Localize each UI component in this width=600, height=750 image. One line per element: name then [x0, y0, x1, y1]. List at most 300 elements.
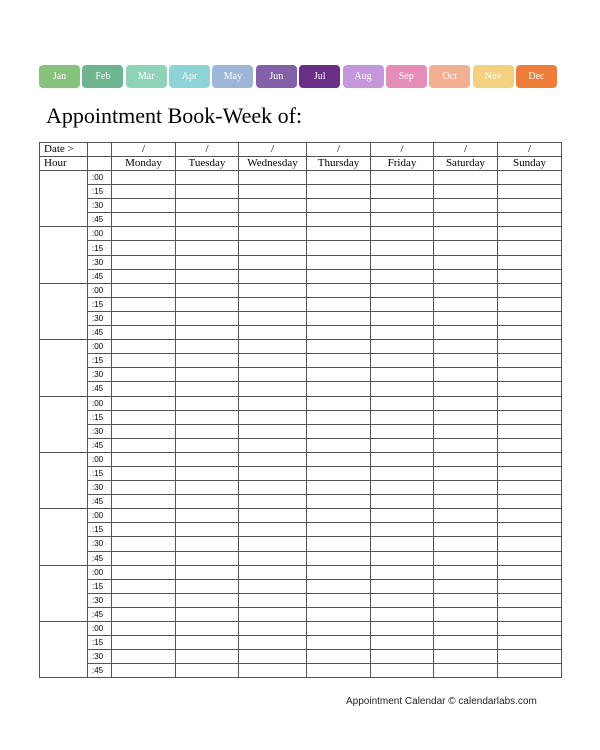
- slot-cell-monday[interactable]: [112, 495, 176, 509]
- time-slot-row: [40, 593, 562, 607]
- slot-cell-thursday[interactable]: [307, 326, 371, 340]
- minute-label: :30: [88, 650, 112, 664]
- slot-cell-friday[interactable]: [371, 579, 434, 593]
- slot-cell-sunday[interactable]: [498, 509, 562, 523]
- time-slot-row: [40, 382, 562, 396]
- slot-cell-thursday[interactable]: [307, 636, 371, 650]
- slot-cell-tuesday[interactable]: [176, 340, 239, 354]
- slot-cell-thursday[interactable]: [307, 523, 371, 537]
- slot-cell-saturday[interactable]: [434, 354, 498, 368]
- slot-cell-monday[interactable]: [112, 579, 176, 593]
- month-tab-apr[interactable]: Apr: [169, 65, 210, 88]
- slot-cell-saturday[interactable]: [434, 185, 498, 199]
- slot-cell-friday[interactable]: [371, 537, 434, 551]
- hour-cell[interactable]: [40, 509, 88, 565]
- slot-cell-monday[interactable]: [112, 326, 176, 340]
- slot-cell-tuesday[interactable]: [176, 311, 239, 325]
- slot-cell-tuesday[interactable]: [176, 297, 239, 311]
- slot-cell-thursday[interactable]: [307, 438, 371, 452]
- minute-label: :15: [88, 466, 112, 480]
- slot-cell-monday[interactable]: [112, 283, 176, 297]
- slot-cell-tuesday[interactable]: [176, 269, 239, 283]
- month-tab-may[interactable]: May: [212, 65, 253, 88]
- date-slash-wednesday[interactable]: /: [239, 143, 307, 157]
- slot-cell-thursday[interactable]: [307, 340, 371, 354]
- hour-cell[interactable]: [40, 565, 88, 621]
- slot-cell-saturday[interactable]: [434, 368, 498, 382]
- slot-cell-thursday[interactable]: [307, 466, 371, 480]
- slot-cell-monday[interactable]: [112, 213, 176, 227]
- slot-cell-friday[interactable]: [371, 185, 434, 199]
- slot-cell-wednesday[interactable]: [239, 255, 307, 269]
- minute-label: :30: [88, 368, 112, 382]
- slot-cell-saturday[interactable]: [434, 438, 498, 452]
- slot-cell-monday[interactable]: [112, 185, 176, 199]
- month-tab-jan[interactable]: Jan: [39, 65, 80, 88]
- date-slash-tuesday[interactable]: /: [176, 143, 239, 157]
- slot-cell-tuesday[interactable]: [176, 509, 239, 523]
- slot-cell-friday[interactable]: [371, 636, 434, 650]
- slot-cell-friday[interactable]: [371, 424, 434, 438]
- slot-cell-thursday[interactable]: [307, 664, 371, 678]
- slot-cell-tuesday[interactable]: [176, 227, 239, 241]
- slot-cell-friday[interactable]: [371, 452, 434, 466]
- time-slot-row: [40, 199, 562, 213]
- slot-cell-sunday[interactable]: [498, 551, 562, 565]
- slot-cell-monday[interactable]: [112, 424, 176, 438]
- slot-cell-tuesday[interactable]: [176, 424, 239, 438]
- slot-cell-sunday[interactable]: [498, 185, 562, 199]
- slot-cell-sunday[interactable]: [498, 368, 562, 382]
- slot-cell-thursday[interactable]: [307, 537, 371, 551]
- slot-cell-thursday[interactable]: [307, 593, 371, 607]
- slot-cell-sunday[interactable]: [498, 396, 562, 410]
- month-tab-jul[interactable]: Jul: [299, 65, 340, 88]
- slot-cell-wednesday[interactable]: [239, 523, 307, 537]
- slot-cell-wednesday[interactable]: [239, 551, 307, 565]
- slot-cell-thursday[interactable]: [307, 396, 371, 410]
- slot-cell-wednesday[interactable]: [239, 382, 307, 396]
- slot-cell-wednesday[interactable]: [239, 213, 307, 227]
- slot-cell-sunday[interactable]: [498, 537, 562, 551]
- slot-cell-tuesday[interactable]: [176, 650, 239, 664]
- slot-cell-thursday[interactable]: [307, 622, 371, 636]
- slot-cell-wednesday[interactable]: [239, 664, 307, 678]
- slot-cell-tuesday[interactable]: [176, 452, 239, 466]
- slot-cell-wednesday[interactable]: [239, 199, 307, 213]
- slot-cell-monday[interactable]: [112, 593, 176, 607]
- slot-cell-monday[interactable]: [112, 622, 176, 636]
- slot-cell-sunday[interactable]: [498, 297, 562, 311]
- slot-cell-friday[interactable]: [371, 509, 434, 523]
- slot-cell-saturday[interactable]: [434, 410, 498, 424]
- slot-cell-tuesday[interactable]: [176, 523, 239, 537]
- minute-label: :00: [88, 340, 112, 354]
- slot-cell-tuesday[interactable]: [176, 171, 239, 185]
- slot-cell-friday[interactable]: [371, 396, 434, 410]
- slot-cell-saturday[interactable]: [434, 650, 498, 664]
- slot-cell-thursday[interactable]: [307, 495, 371, 509]
- slot-cell-saturday[interactable]: [434, 340, 498, 354]
- slot-cell-wednesday[interactable]: [239, 297, 307, 311]
- month-tab-sep[interactable]: Sep: [386, 65, 427, 88]
- slot-cell-wednesday[interactable]: [239, 636, 307, 650]
- slot-cell-sunday[interactable]: [498, 269, 562, 283]
- slot-cell-tuesday[interactable]: [176, 636, 239, 650]
- time-slot-row: [40, 227, 562, 241]
- hour-cell[interactable]: [40, 227, 88, 283]
- slot-cell-thursday[interactable]: [307, 241, 371, 255]
- slot-cell-monday[interactable]: [112, 297, 176, 311]
- slot-cell-sunday[interactable]: [498, 354, 562, 368]
- slot-cell-thursday[interactable]: [307, 424, 371, 438]
- slot-cell-thursday[interactable]: [307, 481, 371, 495]
- month-tab-jun[interactable]: Jun: [256, 65, 297, 88]
- slot-cell-friday[interactable]: [371, 495, 434, 509]
- slot-cell-sunday[interactable]: [498, 565, 562, 579]
- slot-cell-tuesday[interactable]: [176, 283, 239, 297]
- slot-cell-monday[interactable]: [112, 382, 176, 396]
- slot-cell-friday[interactable]: [371, 354, 434, 368]
- slot-cell-thursday[interactable]: [307, 227, 371, 241]
- slot-cell-friday[interactable]: [371, 227, 434, 241]
- slot-cell-monday[interactable]: [112, 368, 176, 382]
- slot-cell-wednesday[interactable]: [239, 185, 307, 199]
- slot-cell-saturday[interactable]: [434, 311, 498, 325]
- slot-cell-tuesday[interactable]: [176, 368, 239, 382]
- minute-label: :15: [88, 636, 112, 650]
- slot-cell-thursday[interactable]: [307, 382, 371, 396]
- slot-cell-wednesday[interactable]: [239, 269, 307, 283]
- slot-cell-wednesday[interactable]: [239, 466, 307, 480]
- slot-cell-wednesday[interactable]: [239, 326, 307, 340]
- slot-cell-friday[interactable]: [371, 607, 434, 621]
- slot-cell-thursday[interactable]: [307, 213, 371, 227]
- slot-cell-saturday[interactable]: [434, 269, 498, 283]
- hour-cell[interactable]: [40, 396, 88, 452]
- slot-cell-monday[interactable]: [112, 537, 176, 551]
- slot-cell-monday[interactable]: [112, 481, 176, 495]
- slot-cell-wednesday[interactable]: [239, 438, 307, 452]
- slot-cell-saturday[interactable]: [434, 579, 498, 593]
- slot-cell-friday[interactable]: [371, 255, 434, 269]
- slot-cell-tuesday[interactable]: [176, 481, 239, 495]
- slot-cell-monday[interactable]: [112, 466, 176, 480]
- slot-cell-wednesday[interactable]: [239, 354, 307, 368]
- month-tab-dec[interactable]: Dec: [516, 65, 557, 88]
- slot-cell-thursday[interactable]: [307, 509, 371, 523]
- slot-cell-saturday[interactable]: [434, 171, 498, 185]
- slot-cell-saturday[interactable]: [434, 382, 498, 396]
- slot-cell-thursday[interactable]: [307, 565, 371, 579]
- slot-cell-tuesday[interactable]: [176, 664, 239, 678]
- slot-cell-thursday[interactable]: [307, 452, 371, 466]
- slot-cell-saturday[interactable]: [434, 199, 498, 213]
- slot-cell-sunday[interactable]: [498, 227, 562, 241]
- slot-cell-saturday[interactable]: [434, 523, 498, 537]
- appointment-table: [39, 142, 562, 678]
- slot-cell-wednesday[interactable]: [239, 424, 307, 438]
- slot-cell-wednesday[interactable]: [239, 340, 307, 354]
- slot-cell-wednesday[interactable]: [239, 396, 307, 410]
- slot-cell-thursday[interactable]: [307, 269, 371, 283]
- slot-cell-saturday[interactable]: [434, 607, 498, 621]
- slot-cell-thursday[interactable]: [307, 607, 371, 621]
- month-tab-mar[interactable]: Mar: [126, 65, 167, 88]
- slot-cell-tuesday[interactable]: [176, 410, 239, 424]
- slot-cell-saturday[interactable]: [434, 297, 498, 311]
- slot-cell-saturday[interactable]: [434, 424, 498, 438]
- slot-cell-wednesday[interactable]: [239, 283, 307, 297]
- hour-cell[interactable]: [40, 283, 88, 339]
- slot-cell-saturday[interactable]: [434, 481, 498, 495]
- slot-cell-wednesday[interactable]: [239, 565, 307, 579]
- slot-cell-thursday[interactable]: [307, 410, 371, 424]
- slot-cell-friday[interactable]: [371, 368, 434, 382]
- slot-cell-friday[interactable]: [371, 382, 434, 396]
- slot-cell-sunday[interactable]: [498, 481, 562, 495]
- date-slash-friday[interactable]: /: [371, 143, 434, 157]
- slot-cell-tuesday[interactable]: [176, 466, 239, 480]
- hour-cell[interactable]: [40, 622, 88, 678]
- slot-cell-thursday[interactable]: [307, 650, 371, 664]
- slot-cell-wednesday[interactable]: [239, 227, 307, 241]
- slot-cell-saturday[interactable]: [434, 551, 498, 565]
- slot-cell-monday[interactable]: [112, 565, 176, 579]
- slot-cell-monday[interactable]: [112, 438, 176, 452]
- slot-cell-friday[interactable]: [371, 551, 434, 565]
- slot-cell-wednesday[interactable]: [239, 509, 307, 523]
- slot-cell-saturday[interactable]: [434, 213, 498, 227]
- slot-cell-wednesday[interactable]: [239, 171, 307, 185]
- month-tab-aug[interactable]: Aug: [343, 65, 384, 88]
- slot-cell-monday[interactable]: [112, 607, 176, 621]
- slot-cell-thursday[interactable]: [307, 185, 371, 199]
- month-tab-nov[interactable]: Nov: [473, 65, 514, 88]
- slot-cell-sunday[interactable]: [498, 340, 562, 354]
- hour-cell[interactable]: [40, 340, 88, 396]
- slot-cell-sunday[interactable]: [498, 579, 562, 593]
- slot-cell-tuesday[interactable]: [176, 622, 239, 636]
- slot-cell-saturday[interactable]: [434, 466, 498, 480]
- slot-cell-monday[interactable]: [112, 340, 176, 354]
- slot-cell-wednesday[interactable]: [239, 495, 307, 509]
- slot-cell-sunday[interactable]: [498, 424, 562, 438]
- slot-cell-tuesday[interactable]: [176, 213, 239, 227]
- slot-cell-friday[interactable]: [371, 593, 434, 607]
- slot-cell-monday[interactable]: [112, 410, 176, 424]
- slot-cell-wednesday[interactable]: [239, 650, 307, 664]
- slot-cell-tuesday[interactable]: [176, 537, 239, 551]
- date-slash-saturday[interactable]: /: [434, 143, 498, 157]
- slot-cell-sunday[interactable]: [498, 382, 562, 396]
- slot-cell-friday[interactable]: [371, 438, 434, 452]
- slot-cell-tuesday[interactable]: [176, 382, 239, 396]
- slot-cell-thursday[interactable]: [307, 171, 371, 185]
- slot-cell-friday[interactable]: [371, 650, 434, 664]
- slot-cell-saturday[interactable]: [434, 255, 498, 269]
- slot-cell-sunday[interactable]: [498, 466, 562, 480]
- date-slash-monday[interactable]: /: [112, 143, 176, 157]
- slot-cell-monday[interactable]: [112, 551, 176, 565]
- slot-cell-friday[interactable]: [371, 213, 434, 227]
- minute-label: :30: [88, 255, 112, 269]
- slot-cell-tuesday[interactable]: [176, 255, 239, 269]
- slot-cell-monday[interactable]: [112, 650, 176, 664]
- slot-cell-sunday[interactable]: [498, 410, 562, 424]
- slot-cell-friday[interactable]: [371, 326, 434, 340]
- slot-cell-saturday[interactable]: [434, 283, 498, 297]
- slot-cell-thursday[interactable]: [307, 199, 371, 213]
- date-slash-sunday[interactable]: /: [498, 143, 562, 157]
- slot-cell-wednesday[interactable]: [239, 579, 307, 593]
- hour-cell[interactable]: [40, 171, 88, 227]
- day-blank-cell: [88, 157, 112, 171]
- month-tab-oct[interactable]: Oct: [429, 65, 470, 88]
- slot-cell-sunday[interactable]: [498, 607, 562, 621]
- slot-cell-monday[interactable]: [112, 311, 176, 325]
- slot-cell-thursday[interactable]: [307, 579, 371, 593]
- slot-cell-sunday[interactable]: [498, 622, 562, 636]
- slot-cell-wednesday[interactable]: [239, 481, 307, 495]
- slot-cell-wednesday[interactable]: [239, 607, 307, 621]
- slot-cell-saturday[interactable]: [434, 396, 498, 410]
- slot-cell-wednesday[interactable]: [239, 537, 307, 551]
- slot-cell-tuesday[interactable]: [176, 241, 239, 255]
- slot-cell-friday[interactable]: [371, 481, 434, 495]
- slot-cell-monday[interactable]: [112, 509, 176, 523]
- slot-cell-sunday[interactable]: [498, 283, 562, 297]
- minute-label: :15: [88, 410, 112, 424]
- slot-cell-saturday[interactable]: [434, 509, 498, 523]
- slot-cell-wednesday[interactable]: [239, 368, 307, 382]
- slot-cell-wednesday[interactable]: [239, 622, 307, 636]
- slot-cell-wednesday[interactable]: [239, 311, 307, 325]
- slot-cell-sunday[interactable]: [498, 452, 562, 466]
- slot-cell-sunday[interactable]: [498, 664, 562, 678]
- slot-cell-tuesday[interactable]: [176, 579, 239, 593]
- slot-cell-sunday[interactable]: [498, 438, 562, 452]
- slot-cell-monday[interactable]: [112, 255, 176, 269]
- slot-cell-sunday[interactable]: [498, 593, 562, 607]
- hour-cell[interactable]: [40, 452, 88, 508]
- slot-cell-tuesday[interactable]: [176, 607, 239, 621]
- slot-cell-sunday[interactable]: [498, 213, 562, 227]
- slot-cell-thursday[interactable]: [307, 297, 371, 311]
- slot-cell-sunday[interactable]: [498, 650, 562, 664]
- slot-cell-monday[interactable]: [112, 199, 176, 213]
- slot-cell-tuesday[interactable]: [176, 326, 239, 340]
- slot-cell-saturday[interactable]: [434, 593, 498, 607]
- slot-cell-thursday[interactable]: [307, 368, 371, 382]
- slot-cell-friday[interactable]: [371, 664, 434, 678]
- slot-cell-wednesday[interactable]: [239, 241, 307, 255]
- slot-cell-sunday[interactable]: [498, 495, 562, 509]
- slot-cell-monday[interactable]: [112, 452, 176, 466]
- slot-cell-friday[interactable]: [371, 297, 434, 311]
- slot-cell-friday[interactable]: [371, 466, 434, 480]
- date-slash-thursday[interactable]: /: [307, 143, 371, 157]
- minute-label: :45: [88, 326, 112, 340]
- slot-cell-tuesday[interactable]: [176, 495, 239, 509]
- time-slot-row: [40, 551, 562, 565]
- slot-cell-tuesday[interactable]: [176, 185, 239, 199]
- slot-cell-friday[interactable]: [371, 199, 434, 213]
- slot-cell-monday[interactable]: [112, 241, 176, 255]
- slot-cell-monday[interactable]: [112, 171, 176, 185]
- slot-cell-saturday[interactable]: [434, 664, 498, 678]
- slot-cell-thursday[interactable]: [307, 255, 371, 269]
- time-slot-row: [40, 438, 562, 452]
- slot-cell-sunday[interactable]: [498, 171, 562, 185]
- slot-cell-saturday[interactable]: [434, 227, 498, 241]
- time-slot-row: [40, 269, 562, 283]
- slot-cell-saturday[interactable]: [434, 537, 498, 551]
- slot-cell-friday[interactable]: [371, 622, 434, 636]
- slot-cell-friday[interactable]: [371, 241, 434, 255]
- slot-cell-sunday[interactable]: [498, 241, 562, 255]
- slot-cell-saturday[interactable]: [434, 241, 498, 255]
- slot-cell-monday[interactable]: [112, 664, 176, 678]
- slot-cell-tuesday[interactable]: [176, 593, 239, 607]
- slot-cell-saturday[interactable]: [434, 452, 498, 466]
- slot-cell-thursday[interactable]: [307, 551, 371, 565]
- slot-cell-sunday[interactable]: [498, 523, 562, 537]
- slot-cell-monday[interactable]: [112, 636, 176, 650]
- slot-cell-friday[interactable]: [371, 311, 434, 325]
- slot-cell-sunday[interactable]: [498, 636, 562, 650]
- slot-cell-friday[interactable]: [371, 565, 434, 579]
- slot-cell-tuesday[interactable]: [176, 354, 239, 368]
- slot-cell-friday[interactable]: [371, 269, 434, 283]
- slot-cell-monday[interactable]: [112, 523, 176, 537]
- slot-cell-thursday[interactable]: [307, 311, 371, 325]
- month-tab-feb[interactable]: Feb: [82, 65, 123, 88]
- slot-cell-friday[interactable]: [371, 340, 434, 354]
- slot-cell-saturday[interactable]: [434, 495, 498, 509]
- slot-cell-sunday[interactable]: [498, 199, 562, 213]
- slot-cell-tuesday[interactable]: [176, 438, 239, 452]
- slot-cell-friday[interactable]: [371, 283, 434, 297]
- slot-cell-friday[interactable]: [371, 410, 434, 424]
- slot-cell-tuesday[interactable]: [176, 565, 239, 579]
- slot-cell-tuesday[interactable]: [176, 396, 239, 410]
- slot-cell-wednesday[interactable]: [239, 593, 307, 607]
- slot-cell-saturday[interactable]: [434, 565, 498, 579]
- slot-cell-thursday[interactable]: [307, 283, 371, 297]
- slot-cell-sunday[interactable]: [498, 326, 562, 340]
- slot-cell-monday[interactable]: [112, 396, 176, 410]
- slot-cell-thursday[interactable]: [307, 354, 371, 368]
- slot-cell-tuesday[interactable]: [176, 199, 239, 213]
- slot-cell-monday[interactable]: [112, 354, 176, 368]
- minute-label: :00: [88, 171, 112, 185]
- slot-cell-sunday[interactable]: [498, 255, 562, 269]
- slot-cell-friday[interactable]: [371, 523, 434, 537]
- slot-cell-wednesday[interactable]: [239, 452, 307, 466]
- slot-cell-monday[interactable]: [112, 269, 176, 283]
- slot-cell-saturday[interactable]: [434, 326, 498, 340]
- time-slot-row: [40, 354, 562, 368]
- slot-cell-saturday[interactable]: [434, 622, 498, 636]
- slot-cell-tuesday[interactable]: [176, 551, 239, 565]
- slot-cell-wednesday[interactable]: [239, 410, 307, 424]
- slot-cell-friday[interactable]: [371, 171, 434, 185]
- slot-cell-monday[interactable]: [112, 227, 176, 241]
- minute-label: :45: [88, 269, 112, 283]
- slot-cell-sunday[interactable]: [498, 311, 562, 325]
- slot-cell-saturday[interactable]: [434, 636, 498, 650]
